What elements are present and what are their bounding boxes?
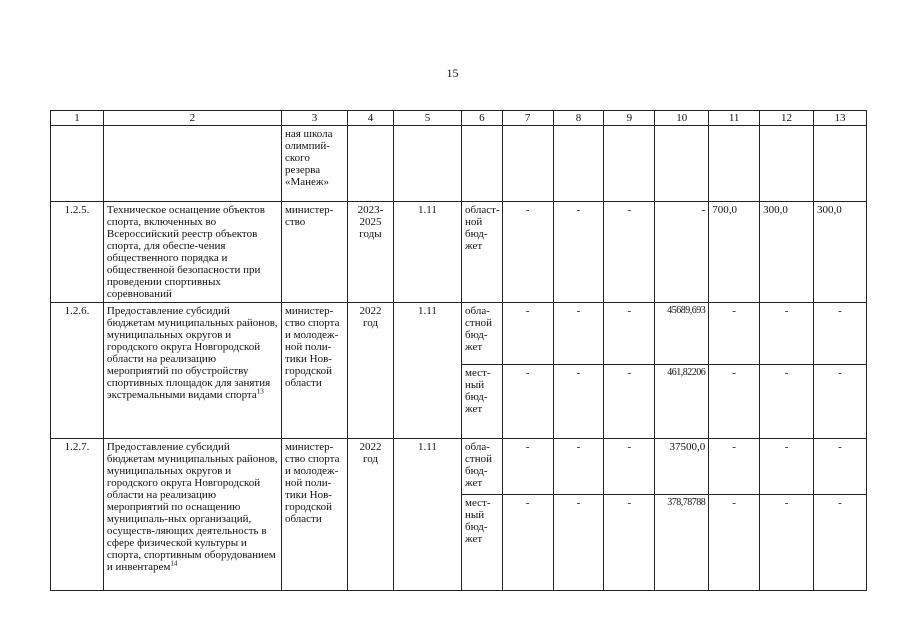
- target-cell: 1.11: [393, 303, 461, 439]
- measure-name: Предоставление субсидий бюджетам муниципальных районов, муниципальных округов и городского округа Новгородской области на реализацию мероприятий по оснащению муниципаль-ных организаций, осуществ-ляющих деятельность в сфере физической культуры и спорта, спортивным оборудованием и инвентарем$^{14}$: [103, 439, 281, 591]
- header-cell: 13: [813, 111, 866, 126]
- source-cell: обла-стной бюд-жет: [462, 303, 503, 365]
- header-cell: 10: [655, 111, 709, 126]
- value-cell: 300,0: [813, 202, 866, 303]
- value-cell: -: [709, 495, 760, 591]
- header-cell: 5: [393, 111, 461, 126]
- value-cell: -: [709, 439, 760, 495]
- header-cell: 6: [462, 111, 503, 126]
- value-cell: 461,82206: [655, 365, 709, 439]
- value-cell: -: [604, 439, 655, 495]
- measure-name: Предоставление субсидий бюджетам муниципальных районов, муниципальных округов и городского округа Новгородской области на реализацию мероприятий по обустройству спортивных площадок для занятия экстремальными видами спорта$^{13}$: [103, 303, 281, 439]
- executor-cell: министер-ство спорта и молодеж-ной поли-тики Нов-городской области: [281, 303, 347, 439]
- source-cell: мест-ный бюд-жет: [462, 495, 503, 591]
- target-cell: 1.11: [393, 439, 461, 591]
- target-cell: 1.11: [393, 202, 461, 303]
- period-cell: 2023-2025 годы: [348, 202, 394, 303]
- value-cell: -: [502, 303, 553, 365]
- footnote-ref: 13: [256, 387, 264, 396]
- value-cell: -: [502, 202, 553, 303]
- row-number: 1.2.7.: [51, 439, 104, 591]
- page-number: 15: [446, 66, 459, 80]
- value-cell: 300,0: [760, 202, 814, 303]
- value-cell: -: [760, 303, 814, 365]
- measure-name: Техническое оснащение объектов спорта, включенных во Всероссийский реестр объектов спорта, для обеспе-чения общественного порядка и общественной безопасности при проведении спортивных соревнований: [103, 202, 281, 303]
- value-cell: -: [813, 495, 866, 591]
- executor-cell: министер-ство: [281, 202, 347, 303]
- table-row: [51, 303, 867, 365]
- value-cell: -: [655, 202, 709, 303]
- value-cell: -: [813, 439, 866, 495]
- value-cell: 378,78788: [655, 495, 709, 591]
- value-cell: -: [553, 303, 604, 365]
- value-cell: -: [813, 303, 866, 365]
- value-cell: -: [709, 303, 760, 365]
- value-cell: -: [553, 365, 604, 439]
- header-row: [51, 111, 867, 126]
- value-cell: -: [604, 365, 655, 439]
- program-table: [50, 110, 867, 591]
- value-cell: 700,0: [709, 202, 760, 303]
- value-cell: -: [813, 365, 866, 439]
- table-row: [51, 439, 867, 495]
- source-cell: област-ной бюд-жет: [462, 202, 503, 303]
- header-cell: 11: [709, 111, 760, 126]
- value-cell: 45689,693: [655, 303, 709, 365]
- header-cell: 7: [502, 111, 553, 126]
- value-cell: -: [760, 495, 814, 591]
- header-cell: 12: [760, 111, 814, 126]
- value-cell: -: [553, 495, 604, 591]
- value-cell: -: [502, 365, 553, 439]
- value-cell: -: [760, 365, 814, 439]
- header-cell: 4: [348, 111, 394, 126]
- value-cell: -: [502, 439, 553, 495]
- source-cell: мест-ный бюд-жет: [462, 365, 503, 439]
- value-cell: -: [553, 439, 604, 495]
- value-cell: -: [553, 202, 604, 303]
- value-cell: -: [709, 365, 760, 439]
- value-cell: -: [604, 202, 655, 303]
- executor-cell: ная школа олимпий-ского резерва «Манеж»: [281, 126, 347, 202]
- header-cell: 9: [604, 111, 655, 126]
- footnote-ref: 14: [170, 559, 178, 568]
- executor-cell: министер-ство спорта и молодеж-ной поли-тики Нов-городской области: [281, 439, 347, 591]
- header-cell: 1: [51, 111, 104, 126]
- value-cell: -: [502, 495, 553, 591]
- value-cell: -: [604, 303, 655, 365]
- header-cell: 3: [281, 111, 347, 126]
- value-cell: 37500,0: [655, 439, 709, 495]
- period-cell: 2022 год: [348, 303, 394, 439]
- header-cell: 2: [103, 111, 281, 126]
- table-row: [51, 202, 867, 303]
- value-cell: -: [604, 495, 655, 591]
- continuation-row: [51, 126, 867, 202]
- header-cell: 8: [553, 111, 604, 126]
- period-cell: 2022 год: [348, 439, 394, 591]
- row-number: 1.2.6.: [51, 303, 104, 439]
- source-cell: обла-стной бюд-жет: [462, 439, 503, 495]
- row-number: 1.2.5.: [51, 202, 104, 303]
- value-cell: -: [760, 439, 814, 495]
